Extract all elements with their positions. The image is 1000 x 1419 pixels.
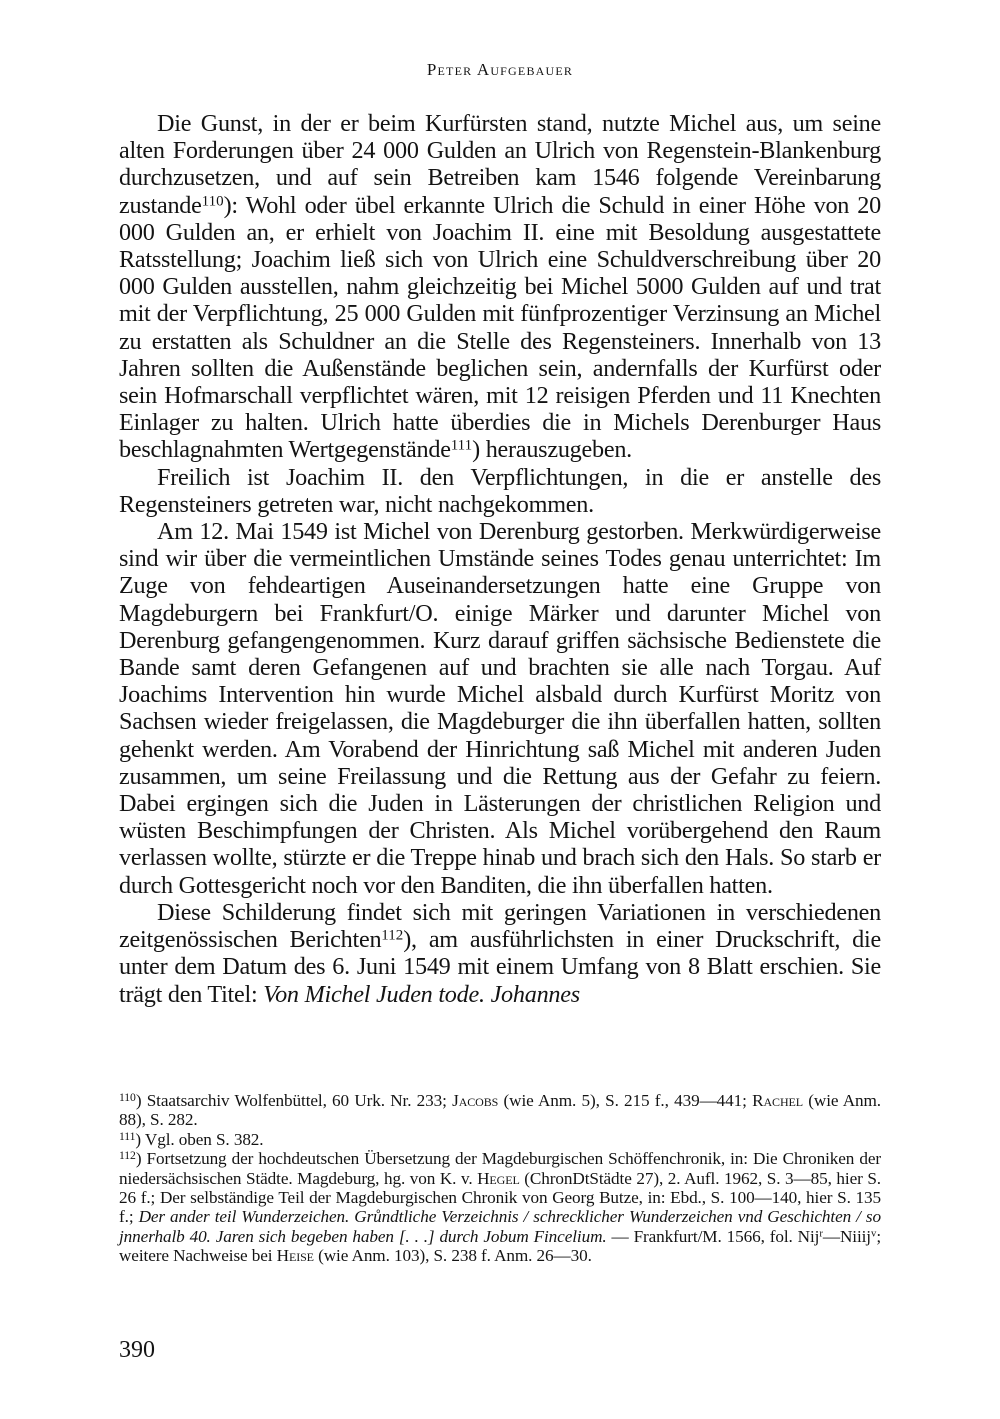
paragraph-2: Freilich ist Joachim II. den Verpflichtungen, in die er anstelle des Regensteiners getreten war, nicht nachgekommen. (119, 463, 881, 518)
footnotes (119, 1091, 881, 1266)
paragraph-4: Diese Schilderung findet sich mit geringen Variationen in verschiedenen zeitgenössischen Berichten$^{112}$), am ausführlichsten in einer Druckschrift, die unter dem Datum des 6. Juni 1549 mit einem Umfang von 8 Blatt erschien. Sie trägt den Titel: Von Michel Juden tode. Johannes (119, 898, 881, 1008)
footnote-ref-111[interactable]: 111 (450, 437, 473, 454)
footnote-112: $^{112}$) Fortsetzung der hochdeutschen Übersetzung der Magdeburgischen Schöffenchronik, in: Die Chroniken der niedersächsischen Städte. Magdeburg, hg. von K. v. Hegel (ChronDtStädte 27), 2. Aufl. 1962, S. 3—85, hier S. 26 f.; Der selbständige Teil der Magdeburgischen Chronik von Georg Butze, in: Ebd., S. 100—140, hier S. 135 f.; Der ander teil Wunderzeichen. Grůndtliche Verzeichnis / schrecklicher Wunderzeichen vnd Geschichten / so jnnerhalb 40. Jaren sich begeben haben [. . .] durch Jobum Fincelium. — Frankfurt/M. 1566, fol. Nij$^r$—Niiij$^v$; weitere Nachweise bei Heise (wie Anm. 103), S. 238 f. Anm. 26—30. (119, 1149, 881, 1266)
footnote-ref-110[interactable]: 110 (201, 193, 224, 210)
running-head: Peter Aufgebauer (426, 60, 574, 79)
book-title-italic: Von Michel Juden tode. Johannes (263, 980, 580, 1008)
page-number: 390 (119, 1337, 155, 1363)
main-text (119, 110, 881, 1008)
footnote-111: $^{111}$) Vgl. oben S. 382. (119, 1129, 264, 1149)
footnote-110: $^{110}$) Staatsarchiv Wolfenbüttel, 60 Urk. Nr. 233; Jacobs (wie Anm. 5), S. 215 f., 439—441; Rachel (wie Anm. 88), S. 282. (119, 1091, 882, 1130)
paragraph-3: Am 12. Mai 1549 ist Michel von Derenburg gestorben. Merkwürdigerweise sind wir über die vermeintlichen Umstände seines Todes genau unterrichtet: Im Zuge von fehdeartigen Auseinandersetzungen hatte eine Gruppe von Magdeburgern bei Frankfurt/O. einige Märker und darunter Michel von Derenburg gefangengenommen. Kurz darauf griffen sächsische Bedienstete die Bande samt deren Gefangenen auf und brachten sie alle nach Torgau. Auf Joachims Intervention hin wurde Michel alsbald durch Kurfürst Moritz von Sachsen wieder freigelassen, die Magdeburger die ihn überfallen hatten, sollten gehenkt werden. Am Vorabend der Hinrichtung saß Michel mit anderen Juden zusammen, um seine Freilassung und die Rettung aus der Gefahr zu feiern. Dabei ergingen sich die Juden in Lästerungen der christlichen Religion und wüsten Beschimpfungen der Christen. Als Michel vorübergehend den Raum verlassen wollte, stürzte er die Treppe hinab und brach sich den Hals. So starb er durch Gottesgericht noch vor den Banditen, die ihn überfallen hatten. (119, 518, 881, 899)
footnote-ref-112[interactable]: 112 (381, 927, 404, 944)
paragraph-1: Die Gunst, in der er beim Kurfürsten stand, nutzte Michel aus, um seine alten Forderungen über 24 000 Gulden an Ulrich von Regenstein-Blankenburg durchzusetzen, und auf sein Betreiben kam 1546 folgende Vereinbarung zustande$^{110}$): Wohl oder übel erkannte Ulrich die Schuld in einer Höhe von 20 000 Gulden an, er erhielt von Joachim II. eine mit Besoldung ausgestattete Ratsstellung; Joachim ließ sich von Ulrich eine Schuldverschreibung über 20 000 Gulden ausstellen, nahm gleichzeitig bei Michel 5000 Gulden auf und trat mit der Verpflichtung, 25 000 Gulden mit fünfprozentiger Verzinsung an Michel zu erstatten als Schuldner an die Stelle des Regensteiners. Innerhalb von 13 Jahren sollten die Außenstände beglichen sein, andernfalls der Kurfürst oder sein Hofmarschall verpflichtet wären, mit 12 reisigen Pferden und 11 Knechten Einlager zu halten. Ulrich hatte überdies die in Michels Derenburger Haus beschlagnahmten Wertgegenstände$^{111}$) herauszugeben. (119, 110, 881, 464)
